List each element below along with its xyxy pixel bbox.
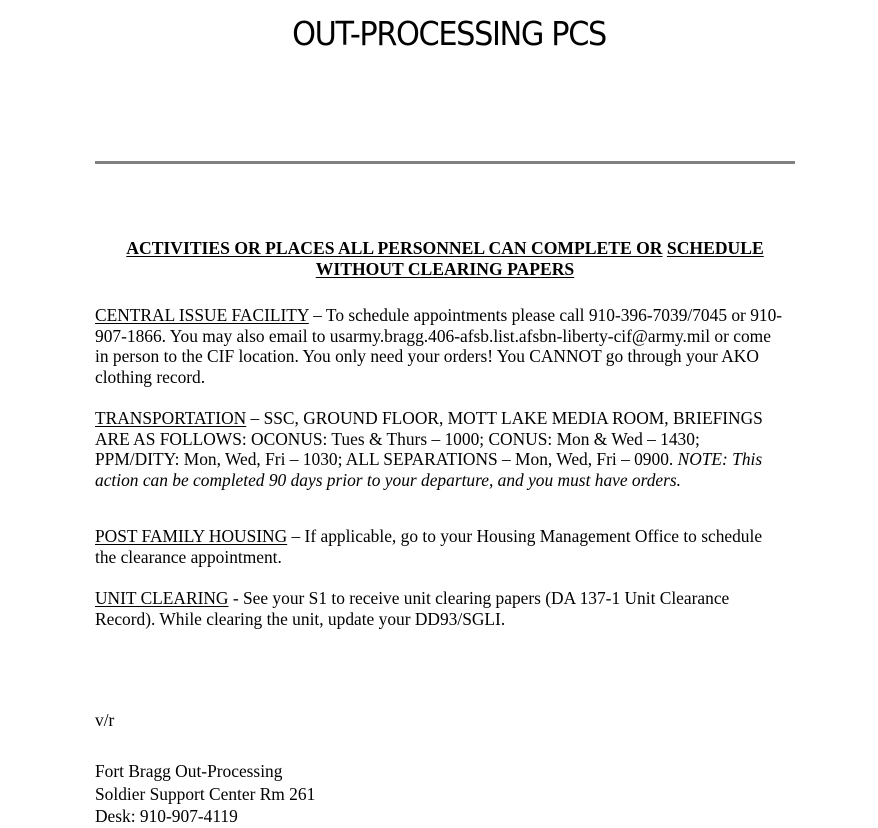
section-heading [95, 238, 795, 279]
section-label: TRANSPORTATION [95, 408, 247, 428]
section-text: - See your S1 to receive unit clearing papers (DA 137-1 Unit Clearance Record). While clearing the unit, update your DD93/SGLI. [95, 588, 730, 629]
horizontal-rule [95, 161, 795, 164]
heading-line-2: WITHOUT CLEARING PAPERS [315, 258, 575, 279]
section-post-family-housing [95, 526, 785, 567]
signature-office: Fort Bragg Out-Processing [95, 761, 283, 781]
section-label: UNIT CLEARING [95, 588, 229, 608]
heading-part-1: ACTIVITIES OR PLACES ALL PERSONNEL CAN COMPLETE OR [126, 238, 663, 258]
section-central-issue-facility [95, 305, 785, 388]
section-label: POST FAMILY HOUSING [95, 526, 288, 546]
signature-location: Soldier Support Center Rm 261 [95, 783, 316, 804]
signature-phone: Desk: 910-907-4119 [95, 806, 238, 826]
section-transportation [95, 408, 785, 491]
section-text: – SSC, GROUND FLOOR, MOTT LAKE MEDIA ROOM, BRIEFINGS ARE AS FOLLOWS: OCONUS: Tues & Thurs – 1000; CONUS: Mon & Wed – 1430; PPM/DITY: Mon, Wed, Fri – 1030; ALL SEPARATIONS – Mon, Wed, Fri – 0900. [95, 408, 763, 470]
section-note: NOTE: This action can be completed 90 days prior to your departure, and you must have orders. [95, 449, 763, 491]
signoff: v/r [95, 710, 115, 730]
section-text: – To schedule appointments please call 910-396-7039/7045 or 910-907-1866. You may also email to usarmy.bragg.406-afsb.list.afsbn-liberty-cif@army.mil or come in person to the CIF location. You only need your orders! You CANNOT go through your AKO clothing record. [95, 305, 783, 388]
signature-block [95, 760, 315, 828]
section-unit-clearing [95, 588, 785, 629]
section-text: – If applicable, go to your Housing Management Office to schedule the clearance appointment. [95, 526, 763, 567]
document-title: OUT-PROCESSING PCS [292, 14, 606, 53]
section-label: CENTRAL ISSUE FACILITY [95, 305, 309, 325]
heading-part-2: SCHEDULE [666, 238, 764, 258]
